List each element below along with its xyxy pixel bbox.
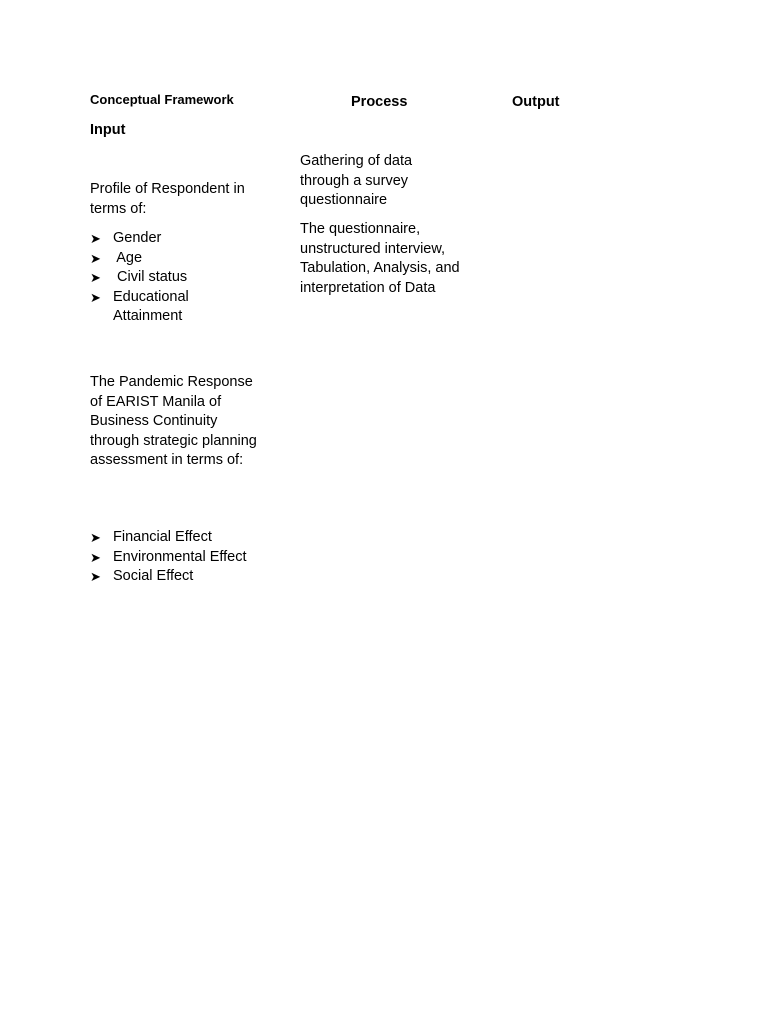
arrowhead-bullet-icon: ➤	[90, 530, 101, 545]
input-heading: Input	[90, 122, 126, 138]
list-item-label: Educational Attainment	[113, 288, 189, 324]
profile-list	[90, 229, 270, 327]
arrowhead-bullet-icon: ➤	[90, 289, 101, 305]
list-item	[90, 268, 270, 288]
list-item	[90, 229, 270, 249]
list-item-label: Financial Effect	[113, 529, 212, 545]
document-title: Conceptual Framework	[90, 92, 234, 107]
arrowhead-bullet-icon: ➤	[90, 231, 101, 246]
process-heading: Process	[351, 94, 408, 110]
list-item-label: Civil status	[113, 269, 188, 285]
list-item-label: Environmental Effect	[113, 548, 247, 565]
pandemic-intro: The Pandemic Response of EARIST Manila of Business Continuity through strategic planning assessment in terms of:	[90, 374, 257, 468]
process-step-analysis: The questionnaire, unstructured interview, Tabulation, Analysis, and interpretation of Data	[300, 221, 460, 296]
profile-intro: Profile of Respondent in terms of:	[90, 181, 245, 217]
list-item	[90, 288, 205, 327]
list-item	[90, 528, 270, 548]
arrowhead-bullet-icon: ➤	[90, 549, 101, 565]
effects-list	[90, 528, 270, 587]
list-item-label: Social Effect	[113, 568, 194, 584]
arrowhead-bullet-icon: ➤	[90, 270, 101, 285]
list-item-label: Age	[113, 249, 143, 266]
arrowhead-bullet-icon: ➤	[90, 250, 101, 266]
list-item	[90, 249, 270, 269]
list-item	[90, 567, 270, 587]
list-item-label: Gender	[113, 230, 162, 246]
output-heading: Output	[512, 94, 560, 110]
process-step-gathering: Gathering of data through a survey questionnaire	[300, 153, 413, 208]
arrowhead-bullet-icon: ➤	[90, 569, 101, 584]
list-item	[90, 548, 270, 568]
